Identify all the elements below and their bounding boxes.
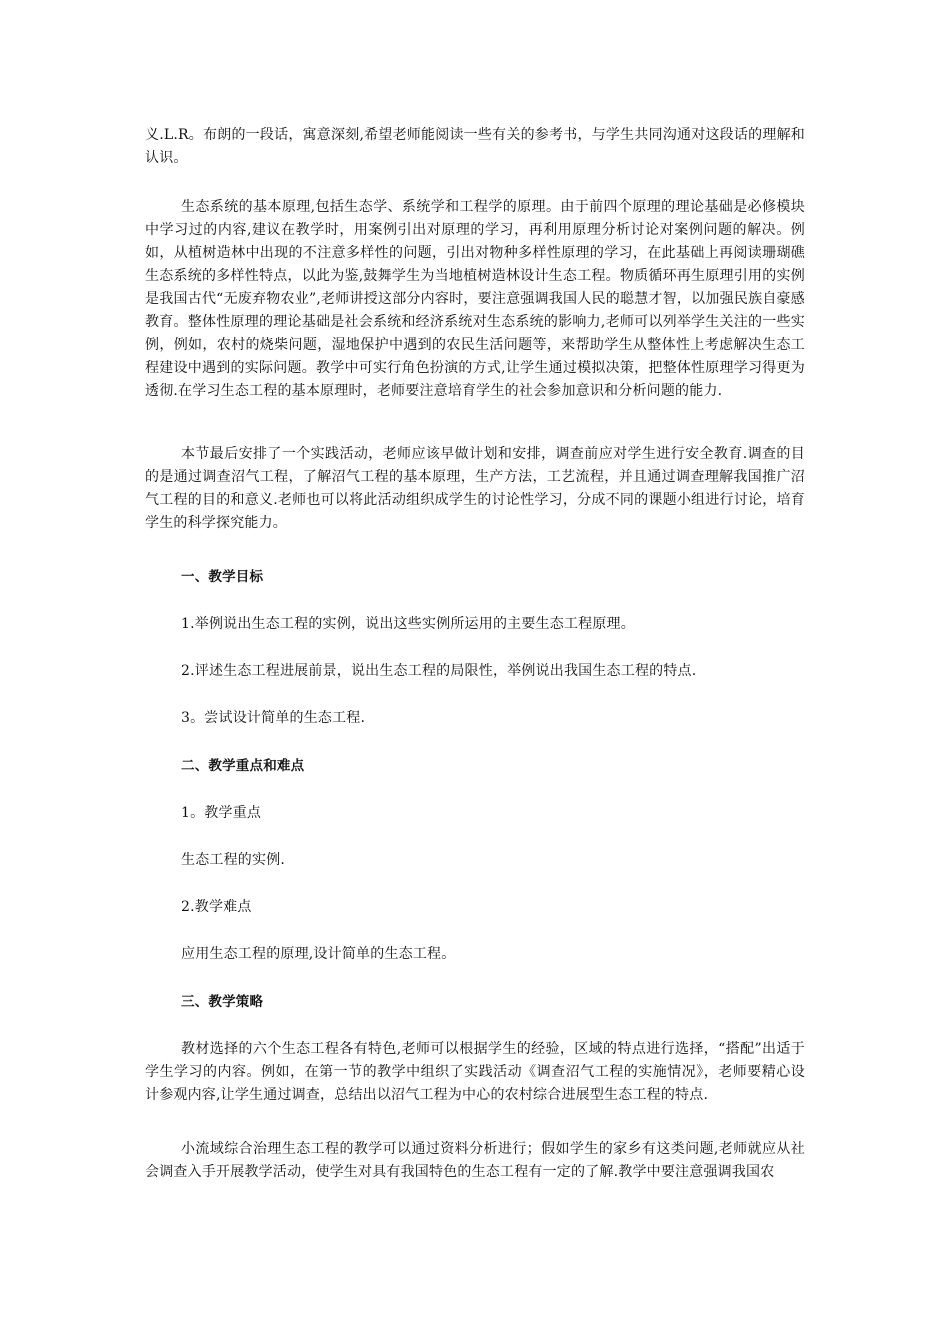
key-point-label-1: 1。教学重点 bbox=[181, 805, 262, 821]
goal-item-3: 3。尝试设计简单的生态工程. bbox=[181, 710, 366, 726]
key-point-text-1: 生态工程的实例. bbox=[181, 852, 286, 868]
paragraph-strategy-2: 小流域综合治理生态工程的教学可以通过资料分析进行；假如学生的家乡有这类问题,老师就应从社会调查入手开展教学活动，使学生对具有我国特色的生态工程有一定的了解.教学中要注意强调我国农 bbox=[145, 1141, 805, 1180]
heading-teaching-strategy: 三、教学策略 bbox=[181, 994, 264, 1010]
paragraph-intro-continuation: 义.L.R。布朗的一段话，寓意深刻,希望老师能阅读一些有关的参考书，与学生共同沟通对这段话的理解和认识。 bbox=[145, 127, 805, 166]
goal-item-2: 2.评述生态工程进展前景，说出生态工程的局限性，举例说出我国生态工程的特点. bbox=[181, 663, 697, 679]
paragraph-practice-activity: 本节最后安排了一个实践活动，老师应该早做计划和安排，调查前应对学生进行安全教育.调查的目的是通过调查沼气工程，了解沼气工程的基本原理，生产方法，工艺流程，并且通过调查理解我国推广沼气工程的目的和意义.老师也可以将此活动组织成学生的讨论性学习，分成不同的课题小组进行讨论，培育学生的科学探究能力。 bbox=[145, 446, 805, 531]
goal-item-1: 1.举例说出生态工程的实例，说出这些实例所运用的主要生态工程原理。 bbox=[181, 616, 635, 632]
paragraph-ecosystem-principles: 生态系统的基本原理,包括生态学、系统学和工程学的原理。由于前四个原理的理论基础是必修模块中学习过的内容,建议在教学时，用案例引出对原理的学习，再利用原理分析讨论对案例问题的解决。例如，从植树造林中出现的不注意多样性的问题，引出对物种多样性原理的学习，在此基础上再阅读珊瑚礁生态系统的多样性特点，以此为鉴,鼓舞学生为当地植树造林设计生态工程。物质循环再生原理引用的实例是我国古代“无废弃物农业”,老师讲授这部分内容时，要注意强调我国人民的聪慧才智，以加强民族自豪感教育。整体性原理的理论基础是社会系统和经济系统对生态系统的影响力,老师可以列举学生关注的一些实例，例如，农村的烧柴问题，湿地保护中遇到的农民生活问题等，来帮助学生从整体性上考虑解决生态工程建设中遇到的实际问题。教学中可实行角色扮演的方式,让学生通过模拟决策，把整体性原理学习得更为透彻.在学习生态工程的基本原理时，老师要注意培育学生的社会参加意识和分析问题的能力. bbox=[145, 199, 805, 399]
heading-key-points: 二、教学重点和难点 bbox=[181, 758, 305, 774]
heading-teaching-goals: 一、教学目标 bbox=[181, 569, 264, 585]
key-point-label-2: 2.教学难点 bbox=[181, 899, 252, 915]
paragraph-strategy-1: 教材选择的六个生态工程各有特色,老师可以根据学生的经验，区域的特点进行选择，“搭配”出适于学生学习的内容。例如，在第一节的教学中组织了实践活动《调查沼气工程的实施情况》，老师要精心设计参观内容,让学生通过调查，总结出以沼气工程为中心的农村综合进展型生态工程的特点. bbox=[145, 1041, 805, 1103]
key-point-text-2: 应用生态工程的原理,设计简单的生态工程。 bbox=[181, 946, 456, 962]
